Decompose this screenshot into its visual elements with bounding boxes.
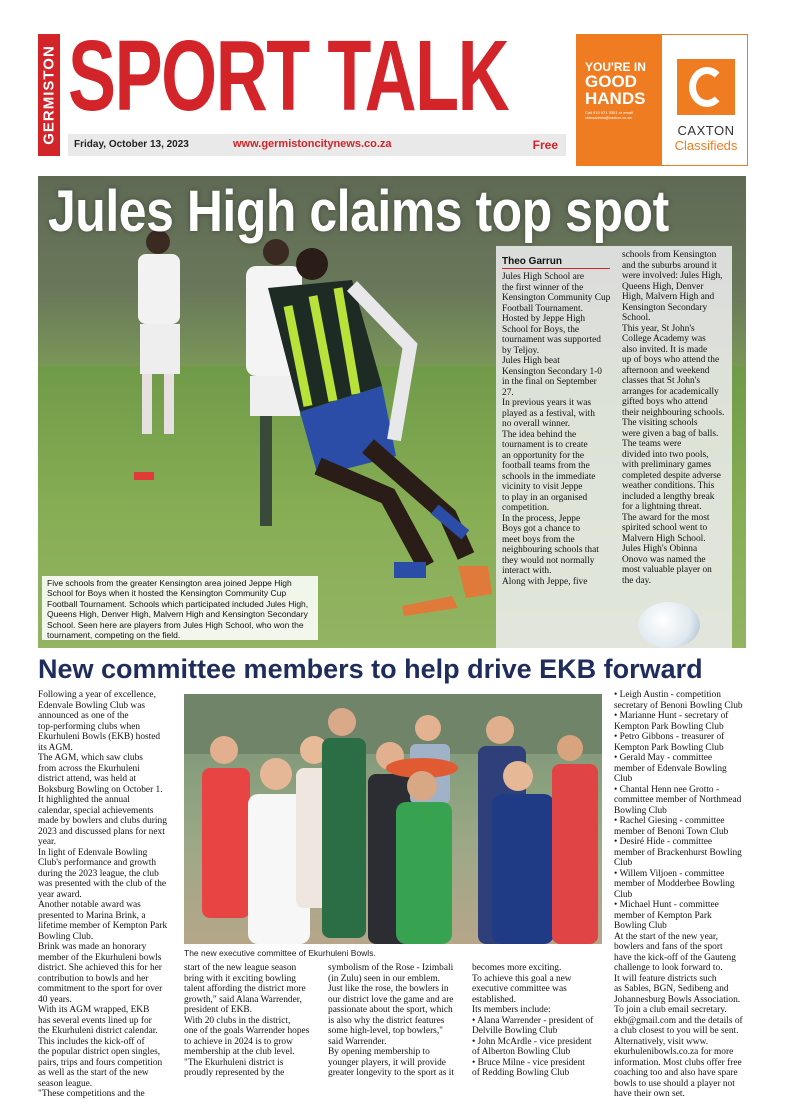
price-label: Free [532,138,558,152]
lead-story-column-1: Jules High School are the first winner of the Kensington Community Cup Football Tournament. Hosted by Jeppe High School for Boys, the tournament was supported by Teljoy. Jules High beat Kensington Secondary 1-0 in the final on September 27. In previous years it was played as a festival, with no overall winner. The idea behind the tournament is to create an opportunity for the football teams from the schools in the immediate vicinity to visit Jeppe to play in an organised competition. In the process, Jeppe Boys got a chance to meet boys from the neighbouring schools that they would not normally interact with. Along with Jeppe, five [502,272,611,587]
paper-name-bar [38,34,60,156]
byline-rule [502,268,610,269]
dateline [68,134,566,156]
section-title: SPORT TALK [68,20,509,132]
second-story-right-column: • Leigh Austin - competition secretary of Benoni Bowling Club • Marianne Hunt - secretary of Kempton Park Bowling Club • Petro Gibbons - treasurer of Kempton Park Bowling Club • Gerald May - committee member of Edenvale Bowling Club • Chantal Henn nee Grotto - committee member of Northmead Bowling Club • Rachel Giesing - committee member of Benoni Town Club • Desiré Hide - committee member of Brackenhurst Bowling Club • Willem Viljoen - committee member of Modderbee Bowling Club • Michael Hunt - committee member of Kempton Park Bowling Club At the start of the new year, bowlers and fans of the sport have the kick-off of the Gauteng challenge to look forward to. It will feature districts such as Sables, BGN, Sedibeng and Johannesburg Bowls Association. To join a club email secretary. ekb@gmail.com and the details of a club closest to you will be sent. Alternatively, visit www. ekurhulenibowls.co.za for more information. Most clubs offer free coaching too and also have spare bowls to use should a player not have their own set. [614,690,743,1099]
second-story-column-b3: becomes more exciting. To achieve this goal a new executive committee was established. Its members include: • Alana Warrender - president of Delville Bowling Club • John McArdle - vice president of Alberton Bowling Club • Bruce Milne - vice president of Redding Bowling Club [472,963,594,1078]
group-photo-caption: The new executive committee of Ekurhuleni Bowls. [184,948,376,958]
second-story-left-column: Following a year of excellence, Edenvale Bowling Club was announced as one of the top-performing clubs when Ekurhuleni Bowls (EKB) hosted its AGM. The AGM, which saw clubs from across the Ekurhuleni district attend, was held at Boksburg Bowling on October 1. It highlighted the annual calendar, special achievements made by bowlers and clubs during 2023 and discussed plans for next year. In light of Edenvale Bowling Club's performance and growth during the 2023 league, the club was presented with the club of the year award. Another notable award was presented to Marina Brink, a lifetime member of Kempton Park Bowling Club. Brink was made an honorary member of the Ekurhuleni bowls district. She achieved this for her contribution to bowls and her commitment to the sport for over 40 years. With its AGM wrapped, EKB has several events lined up for the Ekurhuleni district calendar. This includes the kick-off of the popular district open singles, pairs, trips and fours competition as well as the start of the new season league. "These competitions and the [38,690,168,1099]
advert-line1: YOU'RE IN [585,60,646,74]
lead-photo-caption: Five schools from the greater Kensington area joined Jeppe High School for Boys when it hosted the Kensington Community Cup Football Tournament. Schools which participated included Jules High, Queens High, Denver High, Malvern High and Kensington Secondary School. Seen here are players from Jules High School, who won the tournament, competing on the field. [42,576,318,640]
website-link[interactable]: www.germistoncitynews.co.za [233,138,392,150]
football-image [638,602,700,648]
advert-slogan-panel [577,35,662,165]
committee-group-photo [184,694,602,944]
advert-contact: Call 010 971 3301 or email classadmin@caxton.co.za [585,110,633,120]
issue-date: Friday, October 13, 2023 [74,139,189,150]
lead-byline: Theo Garrun [502,256,563,267]
committee-people-illustration [184,694,602,944]
lead-headline: Jules High claims top spot [48,179,669,244]
advert-brand-sub: Classifieds [674,138,738,153]
caxton-advert[interactable] [576,34,748,166]
second-story-column-b1: start of the new league season bring with it exciting bowling talent affording the district more growth," said Alana Warrender, president of EKB. With 20 clubs in the district, one of the goals Warrender hopes to achieve in 2024 is to grow membership at the club level. "The Ekurhuleni district is proudly represented by the [184,963,310,1078]
lead-story-photo [38,176,746,648]
caxton-logo-icon [677,59,735,115]
lead-story-column-2: schools from Kensington and the suburbs around it were involved: Jules High, Queens High, Denver High, Malvern High and Kensington Secondary School. This year, St John's College Academy was also invited. It is made up of boys who attend the afternoon and weekend classes that St John's arranges for academically gifted boys who attend their neighbouring schools. The visiting schools were given a bag of balls. The teams were divided into two pools, with preliminary games completed despite adverse weather conditions. This included a lengthy break for a lightning threat. The award for the most spirited school went to Malvern High School. Jules High's Obinna Onovo was named the most valuable player on the day. [622,250,725,586]
advert-line3: HANDS [585,89,646,108]
advert-line2: GOOD [585,72,637,91]
advert-brand: CAXTON [677,123,735,138]
second-story-column-b2: symbolism of the Rose - Izimbali (in Zulu) seen in our emblem. Just like the rose, the bowlers in our district love the game and are passionate about the sport, which is also why the district features some high-level, top bowlers," said Warrender. By opening membership to younger players, it will provide greater longevity to the sport as it [328,963,455,1078]
paper-name: GERMISTON [40,45,58,145]
second-headline: New committee members to help drive EKB forward [38,654,703,684]
